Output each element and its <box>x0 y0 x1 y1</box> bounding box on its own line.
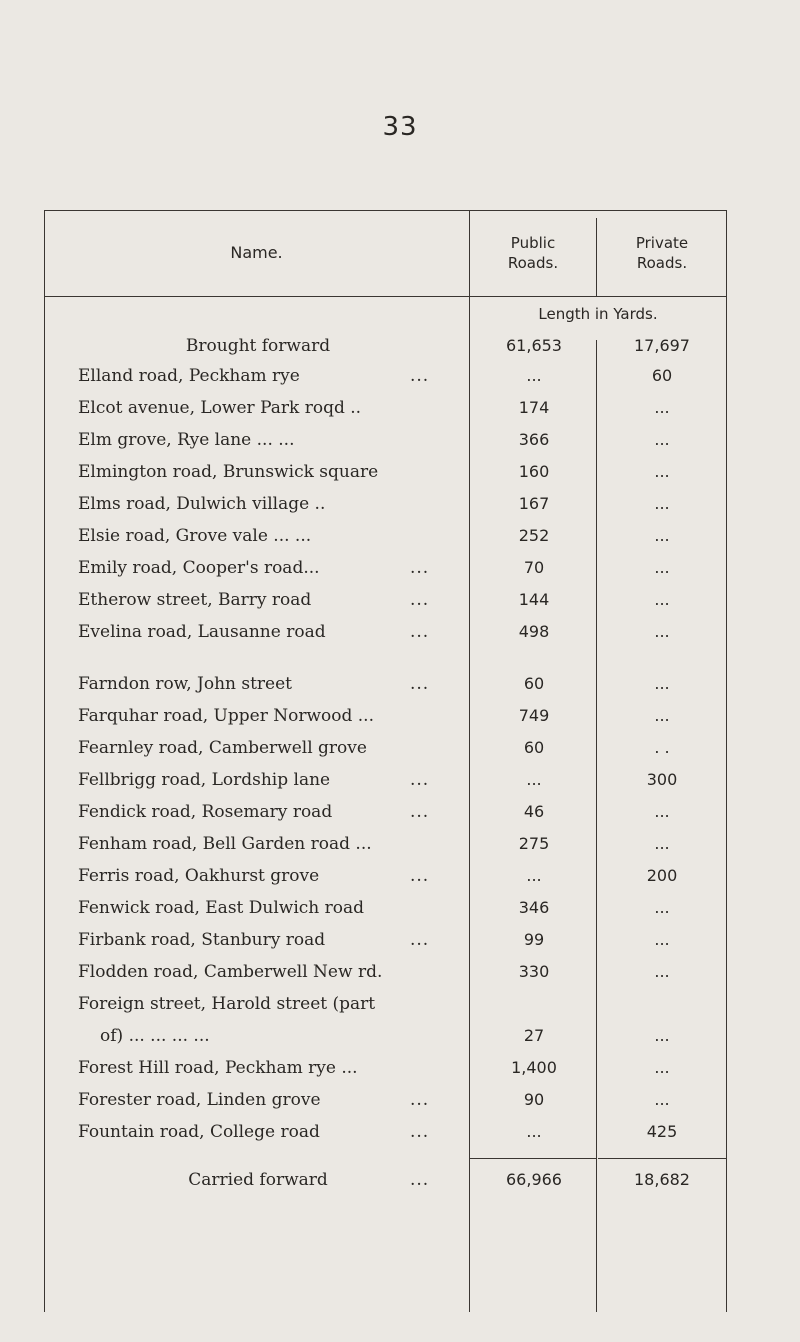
table-row-total <box>0 1170 800 1198</box>
row-public: 27 <box>523 1026 545 1045</box>
row-private: ... <box>654 962 670 981</box>
row-name: Carried forward <box>188 1170 328 1190</box>
table-row <box>0 770 800 798</box>
column-header-private-line2: Roads. <box>636 254 688 272</box>
row-leader-dots: ... <box>410 770 430 790</box>
total-rule-public <box>470 1158 596 1159</box>
row-public: 60 <box>523 738 545 757</box>
table-row <box>0 336 800 364</box>
row-public: 60 <box>523 674 545 693</box>
row-leader-dots: ... <box>410 930 430 950</box>
header-bottom-rule <box>44 296 726 297</box>
row-name: Forester road, Linden grove <box>78 1090 321 1110</box>
row-name: Evelina road, Lausanne road <box>78 622 326 642</box>
row-private: . . <box>654 738 670 757</box>
table-row <box>0 1090 800 1118</box>
row-private: ... <box>654 1090 670 1109</box>
row-leader-dots: ... <box>410 802 430 822</box>
column-header-public-line2: Roads. <box>507 254 559 272</box>
table-row <box>0 398 800 426</box>
table-row <box>0 590 800 618</box>
row-private: ... <box>654 802 670 821</box>
row-private: ... <box>654 1026 670 1045</box>
row-leader-dots: ... <box>410 590 430 610</box>
row-public: 46 <box>523 802 545 821</box>
row-public: 61,653 <box>506 336 562 355</box>
row-private: ... <box>654 1058 670 1077</box>
row-public: 1,400 <box>511 1058 557 1077</box>
row-name: Etherow street, Barry road <box>78 590 312 610</box>
row-name: Elms road, Dulwich village .. <box>78 494 326 514</box>
row-private: ... <box>654 622 670 641</box>
table-row <box>0 802 800 830</box>
row-private: ... <box>654 590 670 609</box>
column-header-name: Name. <box>230 243 283 262</box>
row-public: ... <box>526 366 542 385</box>
column-header-private <box>598 233 726 273</box>
row-private: ... <box>654 558 670 577</box>
row-public: ... <box>526 1122 542 1141</box>
row-name: Ferris road, Oakhurst grove <box>78 866 320 886</box>
row-name: Fellbrigg road, Lordship lane <box>78 770 331 790</box>
total-rule-private <box>598 1158 726 1159</box>
row-public: 174 <box>518 398 550 417</box>
row-private: ... <box>654 430 670 449</box>
row-public: 90 <box>523 1090 545 1109</box>
row-name: Elcot avenue, Lower Park roqd .. <box>78 398 362 418</box>
table-row <box>0 930 800 958</box>
table-row <box>0 962 800 990</box>
unit-label: Length in Yards. <box>538 305 658 323</box>
row-public: 167 <box>518 494 550 513</box>
row-private: ... <box>654 526 670 545</box>
row-leader-dots: ... <box>410 1122 430 1142</box>
row-name: Foreign street, Harold street (part <box>78 994 376 1014</box>
row-name: Elm grove, Rye lane ... ... <box>78 430 295 450</box>
row-name: Fountain road, College road <box>78 1122 320 1142</box>
row-name: of) ... ... ... ... <box>100 1026 210 1046</box>
column-header-private-line1: Private <box>635 234 689 252</box>
table-row <box>0 706 800 734</box>
row-public: ... <box>526 866 542 885</box>
table-top-rule <box>44 210 726 211</box>
row-name: Firbank road, Stanbury road <box>78 930 326 950</box>
table-row <box>0 1026 800 1054</box>
row-leader-dots: ... <box>410 622 430 642</box>
row-private: 18,682 <box>634 1170 690 1189</box>
row-public: ... <box>526 770 542 789</box>
row-name: Brought forward <box>185 336 331 356</box>
row-private: 300 <box>646 770 678 789</box>
row-private: 200 <box>646 866 678 885</box>
page-number: 33 <box>382 112 418 142</box>
row-private: ... <box>654 898 670 917</box>
row-name: Fenwick road, East Dulwich road <box>78 898 365 918</box>
row-name: Farquhar road, Upper Norwood ... <box>78 706 374 726</box>
column-divider-private-header <box>596 218 597 296</box>
row-private: 425 <box>646 1122 678 1141</box>
row-name: Emily road, Cooper's road... <box>78 558 320 578</box>
table-row <box>0 866 800 894</box>
row-name: Fearnley road, Camberwell grove <box>78 738 367 758</box>
row-public: 346 <box>518 898 550 917</box>
row-public: 144 <box>518 590 550 609</box>
table-row <box>0 834 800 862</box>
row-public: 160 <box>518 462 550 481</box>
row-private: ... <box>654 706 670 725</box>
table-row <box>0 366 800 394</box>
row-private: ... <box>654 834 670 853</box>
row-public: 498 <box>518 622 550 641</box>
table-row <box>0 494 800 522</box>
table-row <box>0 526 800 554</box>
row-private: ... <box>654 930 670 949</box>
row-name: Elmington road, Brunswick square <box>78 462 379 482</box>
table-row <box>0 1122 800 1150</box>
row-private: 17,697 <box>634 336 690 355</box>
row-name: Elsie road, Grove vale ... ... <box>78 526 312 546</box>
row-public: 749 <box>518 706 550 725</box>
row-name: Flodden road, Camberwell New rd. <box>78 962 383 982</box>
row-leader-dots: ... <box>410 1170 430 1190</box>
row-public: 99 <box>523 930 545 949</box>
row-public: 366 <box>518 430 550 449</box>
row-private: ... <box>654 462 670 481</box>
row-leader-dots: ... <box>410 866 430 886</box>
row-public: 252 <box>518 526 550 545</box>
table-row <box>0 462 800 490</box>
row-public: 70 <box>523 558 545 577</box>
table-row <box>0 674 800 702</box>
row-name: Fendick road, Rosemary road <box>78 802 333 822</box>
table-row <box>0 898 800 926</box>
table-row <box>0 738 800 766</box>
row-name: Elland road, Peckham rye <box>78 366 300 386</box>
row-leader-dots: ... <box>410 366 430 386</box>
table-row <box>0 1058 800 1086</box>
table-row <box>0 430 800 458</box>
row-leader-dots: ... <box>410 1090 430 1110</box>
row-leader-dots: ... <box>410 558 430 578</box>
row-leader-dots: ... <box>410 674 430 694</box>
table-row <box>0 558 800 586</box>
row-private: ... <box>654 398 670 417</box>
row-public: 330 <box>518 962 550 981</box>
column-header-public <box>470 233 596 273</box>
table-row <box>0 622 800 650</box>
row-name: Forest Hill road, Peckham rye ... <box>78 1058 358 1078</box>
row-public: 66,966 <box>506 1170 562 1189</box>
row-name: Fenham road, Bell Garden road ... <box>78 834 372 854</box>
column-header-public-line1: Public <box>510 234 556 252</box>
row-name: Farndon row, John street <box>78 674 293 694</box>
row-private: ... <box>654 674 670 693</box>
table-row <box>0 994 800 1022</box>
row-private: 60 <box>651 366 673 385</box>
row-public: 275 <box>518 834 550 853</box>
row-private: ... <box>654 494 670 513</box>
